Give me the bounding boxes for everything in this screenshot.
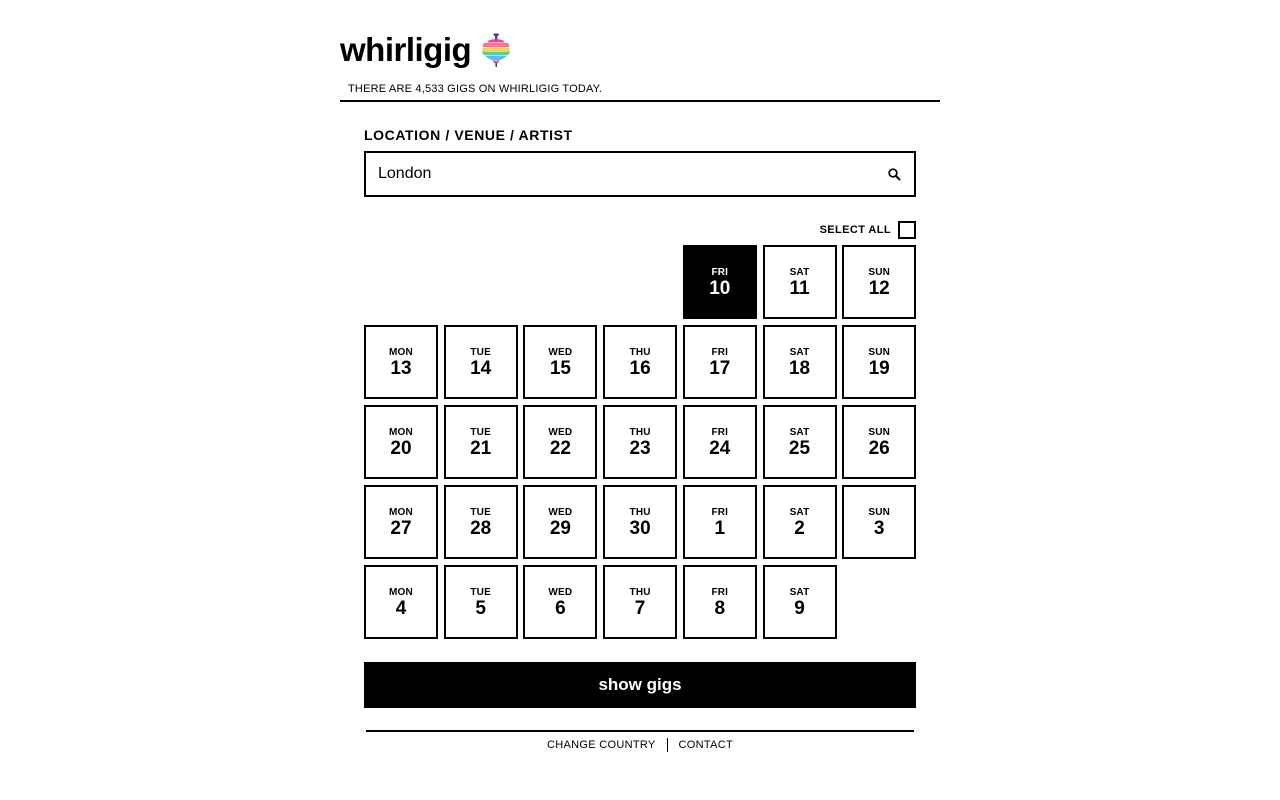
day-number: 16 — [629, 358, 651, 379]
calendar-day[interactable] — [683, 325, 757, 399]
search-label: LOCATION / VENUE / ARTIST — [364, 127, 573, 143]
day-of-week: WED — [548, 427, 573, 438]
calendar-day[interactable] — [683, 565, 757, 639]
day-number: 17 — [709, 358, 731, 379]
day-number: 27 — [390, 518, 412, 539]
footer-separator — [667, 738, 668, 752]
day-of-week: SAT — [789, 347, 810, 358]
day-of-week: WED — [548, 347, 573, 358]
day-number: 12 — [868, 278, 890, 299]
calendar-day[interactable] — [603, 325, 677, 399]
calendar-day[interactable] — [763, 245, 837, 319]
day-number: 25 — [788, 438, 811, 459]
calendar-day[interactable] — [444, 565, 518, 639]
day-of-week: FRI — [711, 267, 729, 278]
day-of-week: SUN — [868, 427, 891, 438]
calendar-day[interactable] — [763, 405, 837, 479]
day-number: 20 — [390, 438, 412, 459]
change-country-link[interactable]: CHANGE COUNTRY — [547, 739, 656, 751]
day-of-week: THU — [629, 507, 651, 518]
contact-link[interactable]: CONTACT — [678, 739, 733, 751]
day-of-week: MON — [389, 347, 413, 358]
day-number: 29 — [549, 518, 571, 539]
day-of-week: WED — [548, 507, 573, 518]
logo-text: whirligig — [340, 31, 472, 68]
calendar-day[interactable] — [523, 325, 597, 399]
day-of-week: THU — [629, 587, 651, 598]
gig-count-tagline: THERE ARE 4,533 GIGS ON WHIRLIGIG TODAY. — [348, 83, 603, 95]
day-of-week: SAT — [789, 587, 810, 598]
day-number: 7 — [634, 598, 646, 619]
search-form — [364, 126, 916, 694]
calendar-day[interactable] — [364, 405, 438, 479]
calendar-day[interactable] — [842, 485, 916, 559]
select-all — [820, 221, 916, 239]
day-of-week: FRI — [711, 587, 729, 598]
day-number: 18 — [788, 358, 811, 379]
calendar-day[interactable] — [603, 405, 677, 479]
calendar-day[interactable] — [763, 565, 837, 639]
calendar-day[interactable] — [444, 325, 518, 399]
calendar-day[interactable] — [364, 565, 438, 639]
select-all-label: SELECT ALL — [819, 224, 891, 236]
day-number: 2 — [794, 518, 805, 539]
spinning-top-icon — [479, 33, 513, 67]
day-of-week: TUE — [470, 427, 491, 438]
day-number: 14 — [470, 358, 492, 379]
calendar-day[interactable] — [444, 485, 518, 559]
calendar-day[interactable] — [444, 405, 518, 479]
day-of-week: SAT — [789, 427, 810, 438]
calendar-day[interactable] — [683, 485, 757, 559]
day-of-week: SUN — [868, 347, 891, 358]
day-of-week: FRI — [711, 507, 729, 518]
day-number: 1 — [714, 518, 726, 539]
calendar-day[interactable] — [523, 405, 597, 479]
day-number: 6 — [555, 598, 566, 619]
day-number: 8 — [714, 598, 726, 619]
day-of-week: FRI — [711, 347, 729, 358]
search-input[interactable] — [378, 153, 868, 195]
search-button[interactable] — [884, 164, 904, 184]
select-all-checkbox[interactable] — [898, 221, 916, 239]
footer-divider — [366, 730, 914, 732]
day-number: 22 — [549, 438, 571, 459]
site-header — [340, 30, 940, 95]
day-of-week: TUE — [470, 507, 491, 518]
day-of-week: SUN — [868, 507, 891, 518]
day-number: 30 — [629, 518, 651, 539]
day-of-week: MON — [389, 427, 413, 438]
header-divider — [340, 100, 940, 102]
day-of-week: TUE — [470, 347, 491, 358]
calendar-day[interactable] — [842, 325, 916, 399]
day-number: 23 — [629, 438, 651, 459]
calendar-day[interactable] — [763, 485, 837, 559]
day-of-week: SAT — [789, 507, 810, 518]
day-number: 28 — [470, 518, 492, 539]
calendar-day[interactable] — [364, 485, 438, 559]
logo[interactable] — [340, 30, 940, 70]
day-number: 21 — [470, 438, 492, 459]
calendar-day[interactable] — [603, 565, 677, 639]
day-number: 15 — [549, 358, 571, 379]
day-number: 11 — [789, 278, 810, 299]
calendar-day[interactable] — [603, 485, 677, 559]
day-of-week: FRI — [711, 427, 729, 438]
day-number: 5 — [475, 598, 486, 619]
day-number: 24 — [709, 438, 731, 459]
day-of-week: THU — [629, 427, 651, 438]
day-of-week: THU — [629, 347, 651, 358]
footer — [366, 738, 914, 752]
day-of-week: TUE — [470, 587, 491, 598]
day-number: 26 — [868, 438, 890, 459]
day-of-week: SUN — [868, 267, 891, 278]
day-of-week: SAT — [789, 267, 810, 278]
calendar-day[interactable] — [842, 405, 916, 479]
calendar-day[interactable] — [683, 405, 757, 479]
search-icon — [888, 168, 901, 181]
calendar-day[interactable] — [364, 325, 438, 399]
day-number: 9 — [794, 598, 805, 619]
day-number: 10 — [709, 278, 731, 299]
search-box — [364, 151, 916, 197]
calendar-day[interactable] — [523, 485, 597, 559]
day-of-week: WED — [548, 587, 573, 598]
day-of-week: MON — [389, 507, 413, 518]
day-number: 4 — [395, 598, 407, 619]
calendar-day[interactable] — [683, 245, 757, 319]
calendar-day[interactable] — [842, 245, 916, 319]
calendar-day[interactable] — [523, 565, 597, 639]
day-number: 13 — [390, 358, 412, 379]
day-number: 3 — [873, 518, 885, 539]
day-number: 19 — [868, 358, 890, 379]
calendar-day[interactable] — [763, 325, 837, 399]
day-of-week: MON — [389, 587, 413, 598]
show-gigs-button[interactable]: show gigs — [364, 662, 916, 708]
